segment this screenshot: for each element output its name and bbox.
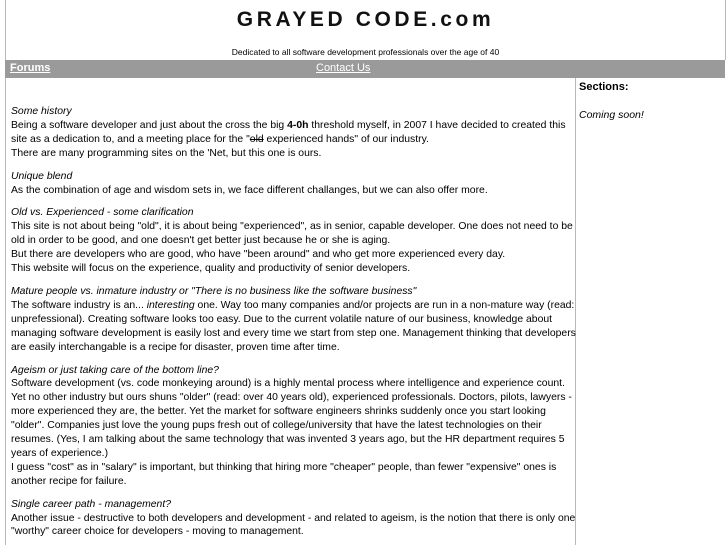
section-mature-people [11, 285, 577, 355]
section-heading: Mature people vs. inmature industry or "There is no business like the software business" [11, 285, 417, 297]
text: The software industry is an... [11, 299, 147, 311]
sidebar-note: Coming soon! [579, 109, 644, 121]
paragraph: Software development (vs. code monkeying around) is a highly mental process where intelligence and experience count. Yet no other industry but ours shuns "older" (read: over 40 years old), experienced professionals. Doctors, pilots, lawyers - more experienced they are, the better. Yet the market for software engineers shrinks suddenly once you start looking "older". Companies just love the young pups fresh out of college/university that have the latest technologies on their resumes. (Yes, I am talking about the same technology that was invented 3 years ago, but the HR department requires 5 years of experience.) [11, 378, 572, 459]
text: experienced hands" of our industry. [263, 133, 429, 145]
site-title: GRAYED CODE.com [236, 8, 495, 31]
paragraph [11, 299, 577, 355]
sidebar [578, 78, 724, 545]
section-single-career-path [11, 498, 577, 540]
site-header [5, 0, 726, 60]
site-tagline: Dedicated to all software development professionals over the age of 40 [231, 47, 500, 57]
text: one. Way too many companies and/or projects are run in a non-mature way (read: unprefessional). Creating software looks too easy. Due to the current volatile nature of our business, knowledge about managing software development is easily lost and every time we start from step one. Management thinking that developers are easily interchangable is a recipe for disaster, proven time after time. [11, 299, 576, 353]
paragraph: Another issue - destructive to both developers and development - and related to ageism, is the notion that there is only one "worthy" career choice for developers - moving to management. [11, 512, 576, 538]
section-heading: Old vs. Experienced - some clarification [11, 207, 194, 219]
paragraph: I guess "cost" as in "salary" is important, but thinking that hiring more "cheaper" people, than fewer "expensive" ones is another recipe for failure. [11, 461, 557, 487]
section-unique-blend [11, 170, 577, 198]
paragraph: There are many programming sites on the 'Net, but this one is ours. [11, 147, 322, 159]
emphasis: 4-0h [287, 119, 309, 131]
section-heading: Unique blend [11, 170, 73, 182]
contact-us-link[interactable]: Contact Us [316, 62, 371, 74]
paragraph [11, 119, 577, 147]
main-content-column [5, 78, 576, 545]
article [11, 105, 577, 548]
paragraph: This site is not about being "old", it is about being "experienced", as in senior, capable developer. One does not need to be old in order to be good, and one doesn't get better just because he or she is aging. [11, 221, 573, 247]
forums-link[interactable]: Forums [10, 62, 51, 74]
section-heading: Ageism or just taking care of the bottom line? [11, 364, 219, 376]
paragraph: As the combination of age and wisdom sets in, we face different challanges, but we can also offer more. [11, 184, 488, 196]
text: threshold myself, in 2007 I have decided to created this site as a dedication to, and a meeting place for the " [11, 119, 566, 145]
text: Being a software developer and just about the cross the big [11, 119, 288, 131]
strikethrough-text: old [249, 133, 264, 145]
sidebar-title: Sections: [579, 81, 629, 93]
paragraph: This website will focus on the experience, quality and productivity of senior developers. [11, 263, 411, 275]
nav-bar [5, 60, 725, 78]
section-heading: Some history [11, 106, 72, 117]
section-some-history [11, 105, 577, 161]
paragraph: But there are developers who are good, who have "been around" and who get more experienced every day. [11, 249, 506, 261]
section-ageism [11, 364, 577, 489]
italic-text: interesting [146, 299, 195, 311]
section-heading: Single career path - management? [11, 498, 171, 510]
section-old-vs-experienced [11, 206, 577, 276]
